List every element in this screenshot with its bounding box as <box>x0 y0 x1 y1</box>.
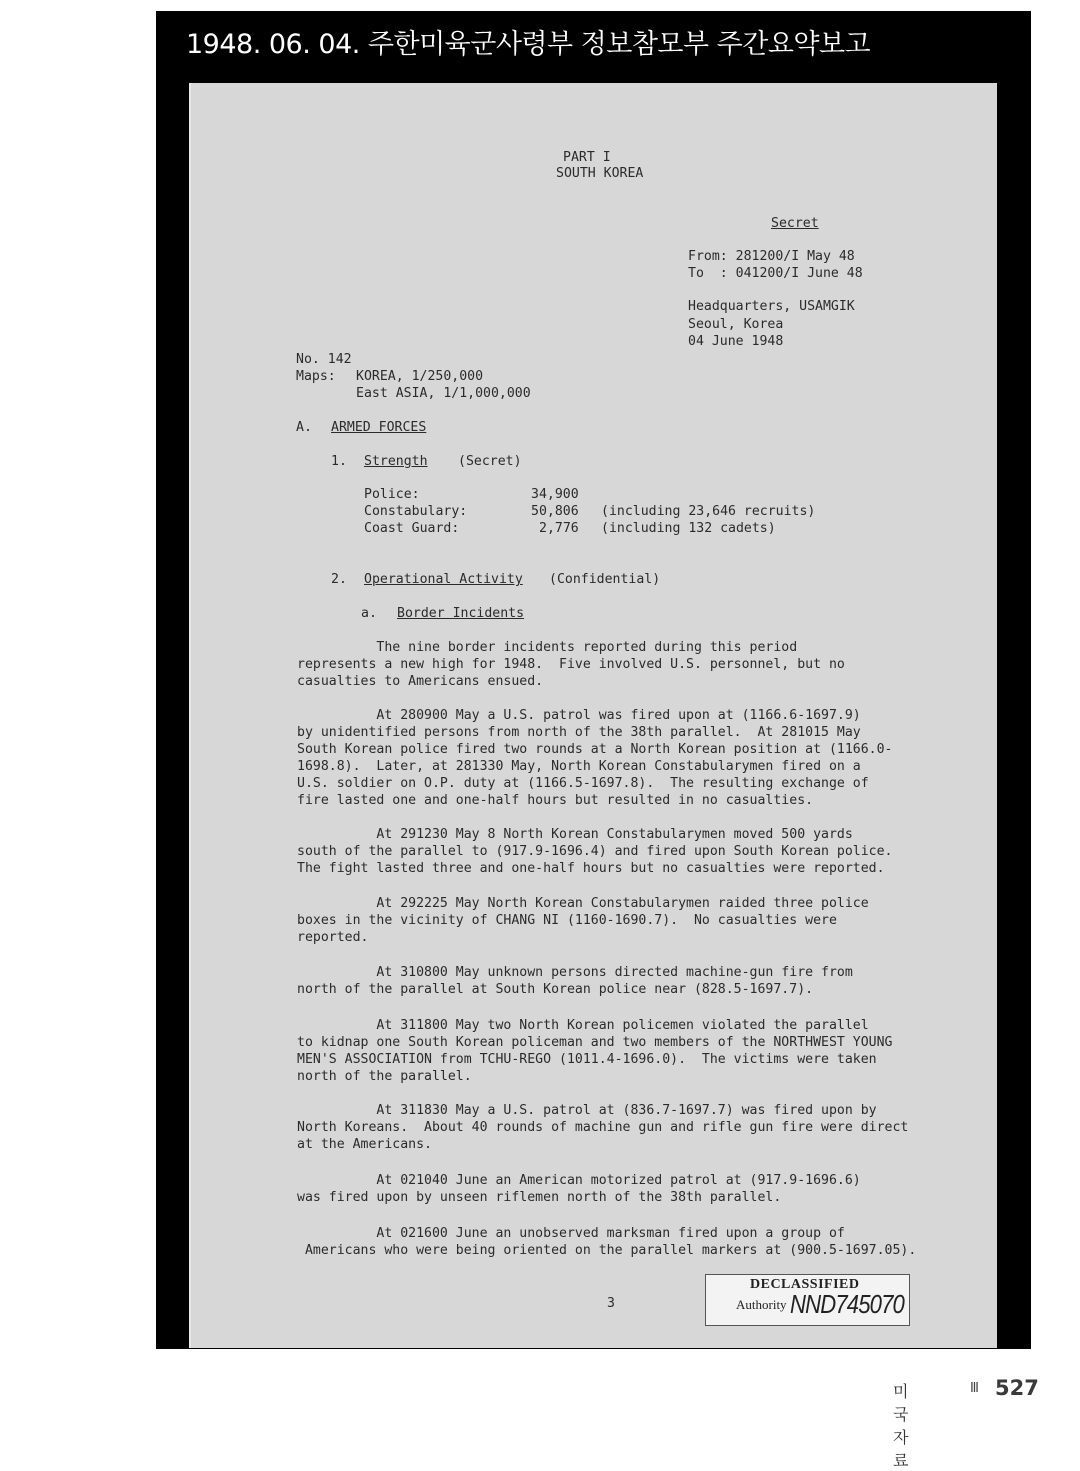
item-2-title: Operational Activity <box>364 572 523 587</box>
text-line: At 292225 May North Korean Constabularymen raided three police <box>297 896 869 911</box>
strength-value: 2,776 <box>539 521 579 536</box>
text-line: reported. <box>297 930 369 945</box>
strength-value: 34,900 <box>531 487 579 502</box>
text-line: At 291230 May 8 North Korean Constabularymen moved 500 yards <box>297 827 853 842</box>
text-line: At 310800 May unknown persons directed machine-gun fire from <box>297 965 853 980</box>
footer-section: 미국자료 <box>893 1382 909 1470</box>
text-line: 1698.8). Later, at 281330 May, North Korean Constabularymen fired on a <box>297 759 861 774</box>
location: Seoul, Korea <box>688 317 784 332</box>
text-line: was fired upon by unseen riflemen north of the 38th parallel. <box>297 1190 782 1205</box>
document-date: 04 June 1948 <box>688 334 784 349</box>
text-line: south of the parallel to (917.9-1696.4) and fired upon South Korean police. <box>297 844 893 859</box>
item-2-class: (Confidential) <box>549 572 661 587</box>
text-line: by unidentified persons from north of the 38th parallel. At 281015 May <box>297 725 861 740</box>
section-a-number: A. <box>296 420 312 435</box>
maps-label: Maps: <box>296 369 336 384</box>
text-line: north of the parallel at South Korean police near (828.5-1697.7). <box>297 982 814 997</box>
strength-label: Coast Guard: <box>364 521 460 536</box>
text-line: At 021040 June an American motorized patrol at (917.9-1696.6) <box>297 1173 861 1188</box>
text-line: boxes in the vicinity of CHANG NI (1160-1690.7). No casualties were <box>297 913 837 928</box>
text-line: At 021600 June an unobserved marksman fired upon a group of <box>297 1226 845 1241</box>
text-line: The nine border incidents reported during this period <box>297 640 798 655</box>
part-heading: PART I <box>563 150 611 165</box>
item-1-number: 1. <box>331 454 347 469</box>
text-line: to kidnap one South Korean policeman and two members of the NORTHWEST YOUNG <box>297 1035 893 1050</box>
footer-page-number: 527 <box>995 1376 1039 1400</box>
item-1-class: (Secret) <box>458 454 522 469</box>
text-line: At 311800 May two North Korean policemen violated the parallel <box>297 1018 869 1033</box>
footer-separator: Ⅲ <box>970 1381 979 1396</box>
headquarters: Headquarters, USAMGIK <box>688 299 855 314</box>
text-line: fire lasted one and one-half hours but resulted in no casualties. <box>297 793 814 808</box>
from-line: From: 281200/I May 48 <box>688 249 855 264</box>
strength-note: (including 132 cadets) <box>601 521 776 536</box>
classification-label: Secret <box>771 216 819 231</box>
stamp-authority-label: Authority <box>736 1297 787 1312</box>
map-ref: KOREA, 1/250,000 <box>356 369 484 384</box>
text-line: MEN'S ASSOCIATION from TCHU-REGO (1011.4-1696.0). The victims were taken <box>297 1052 877 1067</box>
item-2-number: 2. <box>331 572 347 587</box>
item-1-title: Strength <box>364 454 428 469</box>
strength-note: (including 23,646 recruits) <box>601 504 816 519</box>
text-line: at the Americans. <box>297 1137 432 1152</box>
section-a-title: ARMED FORCES <box>331 420 427 435</box>
region-heading: SOUTH KOREA <box>556 166 644 181</box>
text-line: Americans who were being oriented on the parallel markers at (900.5-1697.05). <box>297 1243 917 1258</box>
text-line: U.S. soldier on O.P. duty at (1166.5-1697.8). The resulting exchange of <box>297 776 869 791</box>
text-line: At 280900 May a U.S. patrol was fired upon at (1166.6-1697.9) <box>297 708 861 723</box>
text-line: North Koreans. About 40 rounds of machine gun and rifle gun fire were direct <box>297 1120 909 1135</box>
item-2a-title: Border Incidents <box>397 606 525 621</box>
declassified-stamp <box>705 1274 910 1326</box>
scanned-document <box>189 83 997 1348</box>
text-line: casualties to Americans ensued. <box>297 674 544 689</box>
strength-label: Constabulary: <box>364 504 468 519</box>
strength-label: Police: <box>364 487 420 502</box>
text-line: The fight lasted three and one-half hours but no casualties were reported. <box>297 861 885 876</box>
text-line: South Korean police fired two rounds at a North Korean position at (1166.0- <box>297 742 893 757</box>
stamp-authority-value: NND745070 <box>790 1289 904 1319</box>
document-number: No. 142 <box>296 352 352 367</box>
item-2a-number: a. <box>361 606 377 621</box>
page-title: 1948. 06. 04. 주한미육군사령부 정보참모부 주간요약보고 <box>186 29 871 60</box>
map-ref: East ASIA, 1/1,000,000 <box>356 386 531 401</box>
document-page-number: 3 <box>607 1296 615 1311</box>
to-line: To : 041200/I June 48 <box>688 266 863 281</box>
text-line: At 311830 May a U.S. patrol at (836.7-1697.7) was fired upon by <box>297 1103 877 1118</box>
strength-value: 50,806 <box>531 504 579 519</box>
stamp-title: DECLASSIFIED <box>750 1277 860 1292</box>
text-line: represents a new high for 1948. Five involved U.S. personnel, but no <box>297 657 845 672</box>
text-line: north of the parallel. <box>297 1069 472 1084</box>
